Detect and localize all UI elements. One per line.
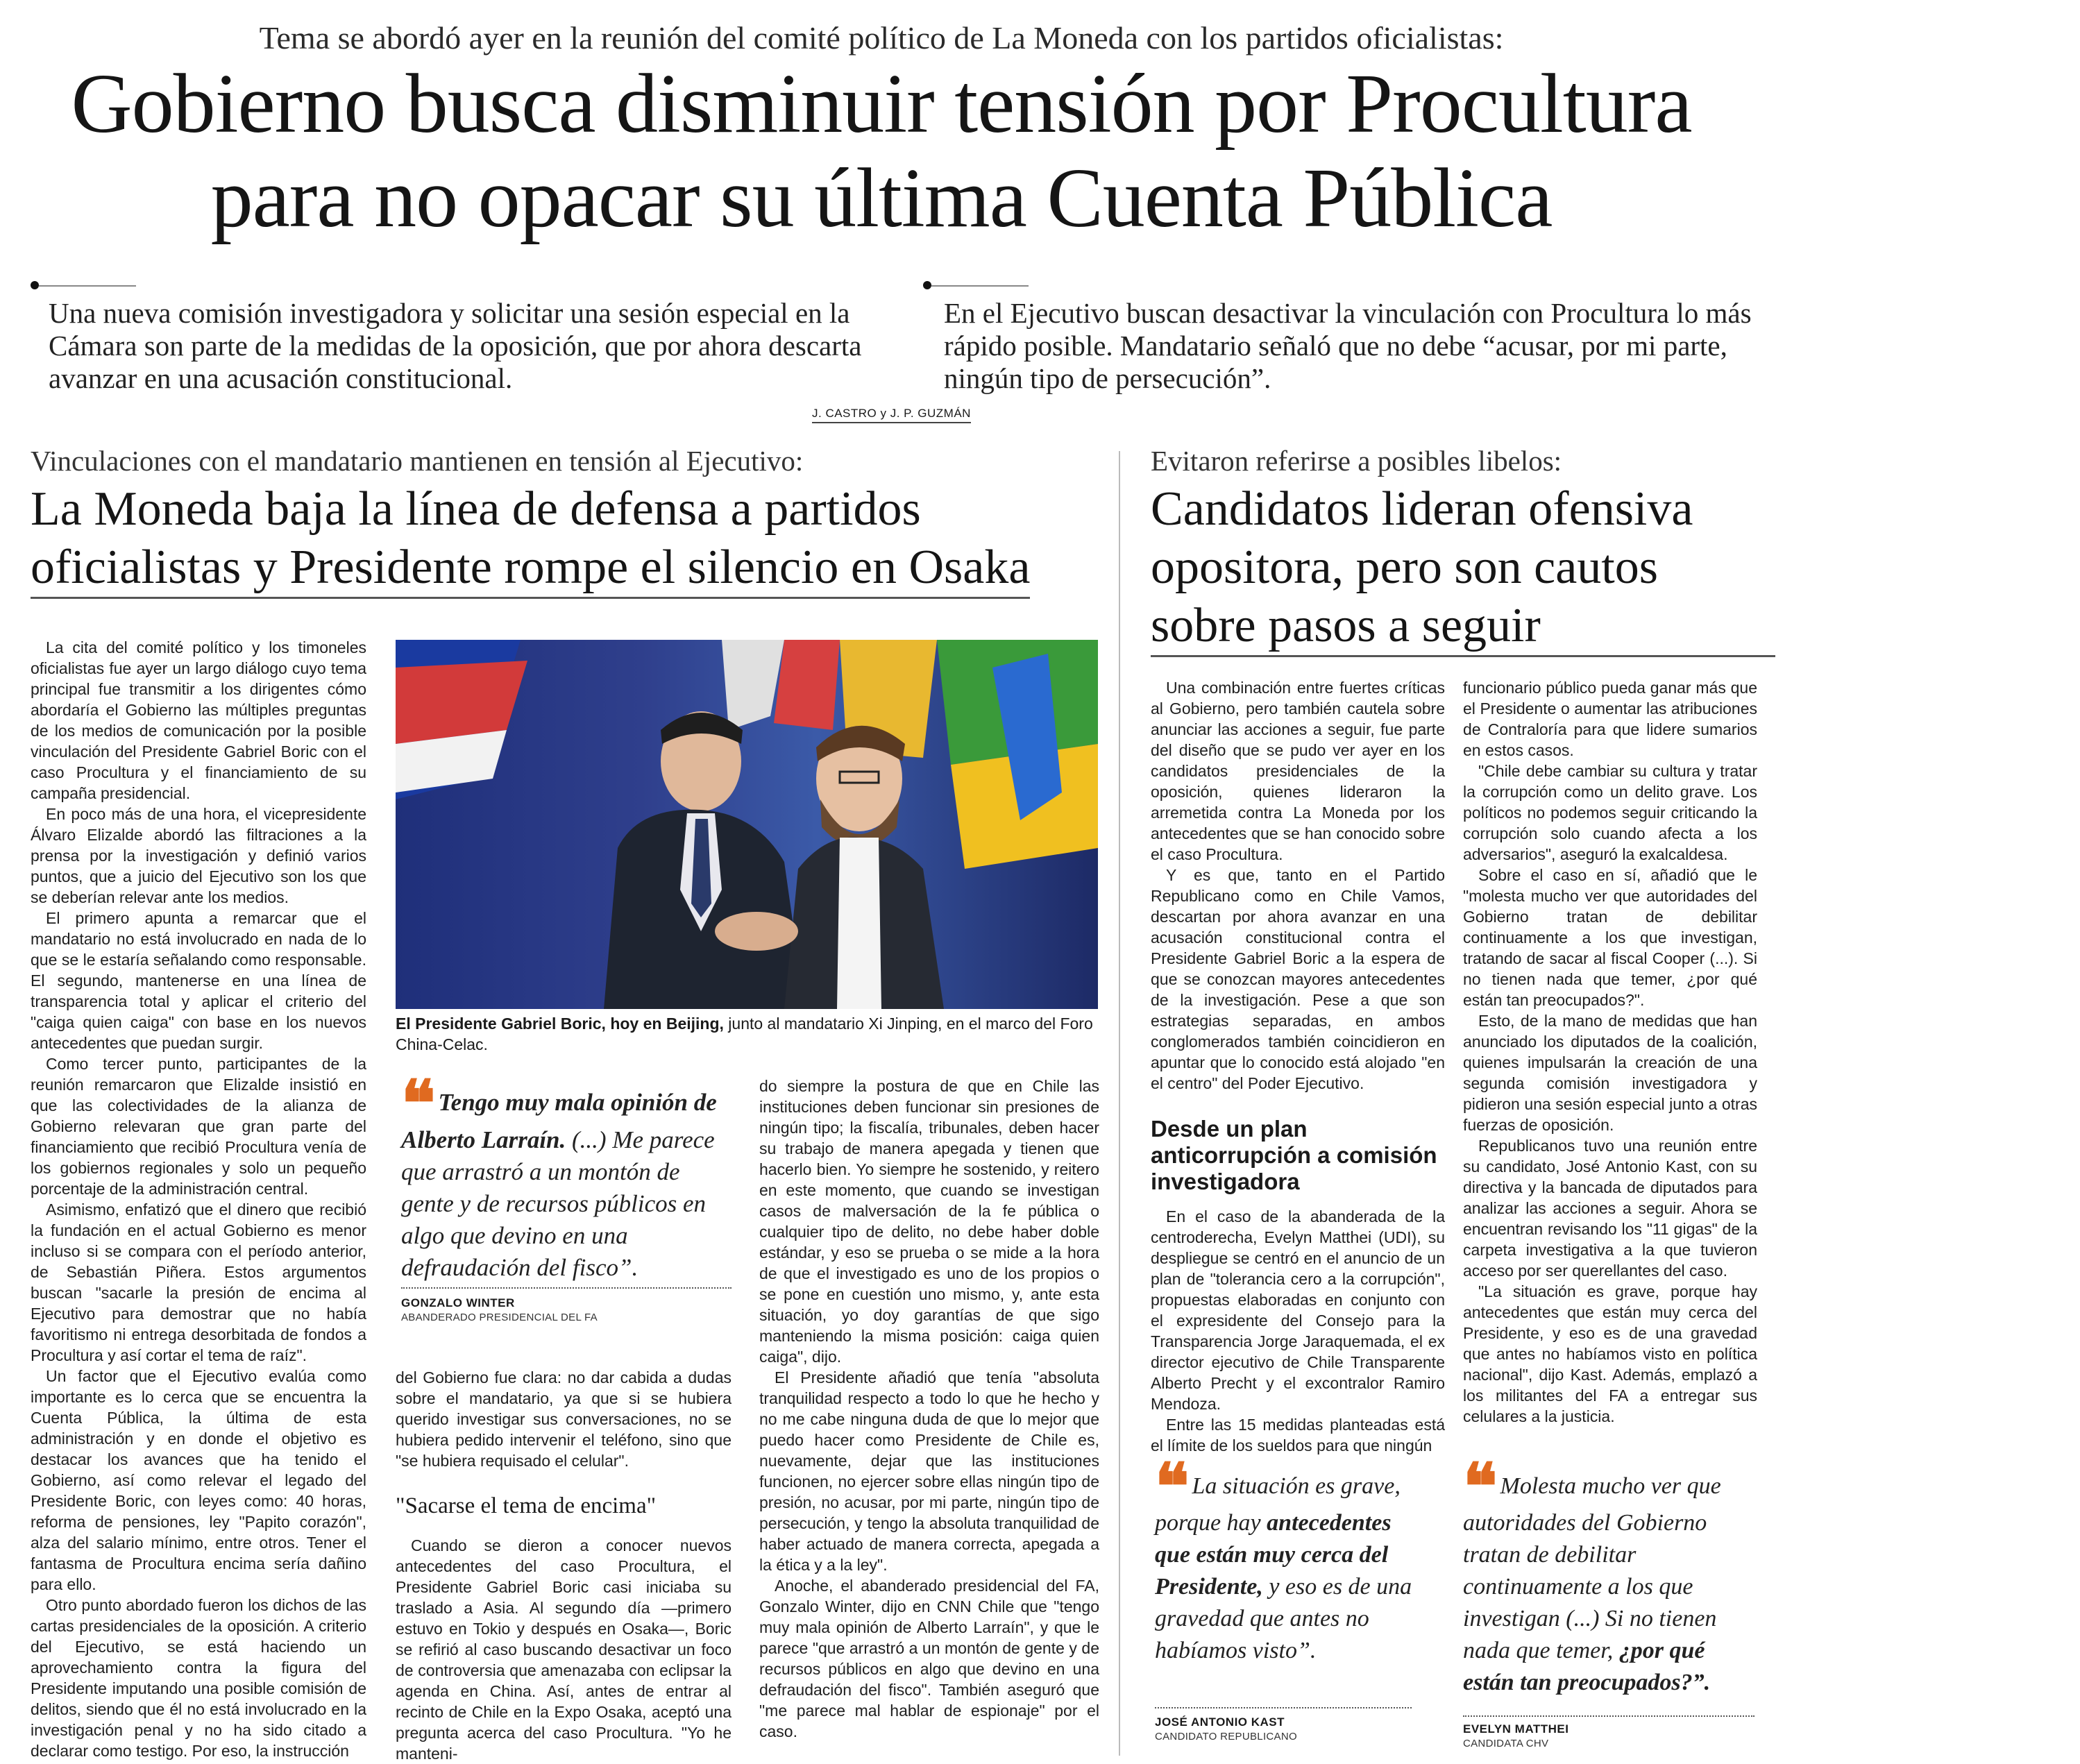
column-divider	[1119, 451, 1120, 1756]
quote-attribution-role: CANDIDATA CHV	[1463, 1738, 1549, 1749]
quote-text: (...) Me parece que arrastró a un montón de gente y de recursos públicos en algo que devino en una defraudación del fisco”.	[401, 1126, 715, 1281]
pull-quote-matthei	[1463, 1449, 1761, 1699]
kicker: Tema se abordó ayer en la reunión del comité político de La Moneda con los partidos oficialistas:	[259, 20, 1504, 56]
quote-attribution-role: ABANDERADO PRESIDENCIAL DEL FA	[401, 1312, 598, 1323]
left-title-line-1: La Moneda baja la línea de defensa a partidos	[31, 482, 921, 536]
paragraph: Como tercer punto, participantes de la reunión remarcaron que Elizalde insistió en que las colectividades de la alianza de Gobierno relevaran que gran parte del financiamiento que recibió Procultura venía de los gobiernos regionales y solo un pequeño porcentaje de la administración central.	[31, 1055, 366, 1198]
left-article-title	[31, 480, 1113, 599]
quote-rule	[401, 1287, 732, 1289]
quote-text: Molesta mucho ver que autoridades del Gobierno tratan de debilitar continuamente a los que investigan (...) Si no tienen nada que temer,	[1463, 1473, 1721, 1663]
quote-attribution-role: CANDIDATO REPUBLICANO	[1155, 1731, 1297, 1742]
paragraph: Anoche, el abanderado presidencial del FA, Gonzalo Winter, dijo en CNN Chile que "tengo muy mala opinión de Alberto Larraín", y que le parece "que arrastró a un montón de gente y de recursos públicos en algo que devino en una defraudación del fisco". También aseguró que "me parece mal hablar de espionaje" por el caso.	[759, 1577, 1099, 1740]
paragraph: Otro punto abordado fueron los dichos de las cartas presidenciales de la oposición. A criterio del Ejecutivo, se está haciendo un aprovechamiento contra la figura del Presidente imputando una posible comisión de delitos, siendo que él no está involucrado en la investigación penal y no ha sido citado a declarar como testigo. Por eso, la instrucción	[31, 1596, 366, 1760]
byline: J. CASTRO y J. P. GUZMÁN	[812, 407, 971, 423]
quote-text: La situación es grave, porque hay	[1155, 1473, 1401, 1536]
quote-mark-icon: ❝	[1463, 1449, 1498, 1524]
paragraph: funcionario público pueda ganar más que el Presidente o aumentar las atribuciones de Contraloría para que lidere sumarios en estos casos.	[1463, 679, 1757, 759]
left-article-kicker: Vinculaciones con el mandatario mantienen en tensión al Ejecutivo:	[31, 445, 804, 477]
right-title-line-1: Candidatos lideran ofensiva	[1151, 482, 1693, 536]
quote-text: y eso es de una gravedad que antes no habíamos visto”.	[1155, 1574, 1412, 1663]
paragraph: del Gobierno fue clara: no dar cabida a dudas sobre el mandatario, ya que si se hubiera querido investigar sus conversaciones, no se hubiera pedido intervenir el teléfono, sino que "se hubiera requisado el celular".	[396, 1368, 732, 1470]
paragraph: Asimismo, enfatizó que el dinero que recibió la fundación en el actual Gobierno es menor incluso si se compara con el período anterior, de Sebastián Piñera. Estos argumentos buscan "sacarle la presión de encima al Ejecutivo para demostrar que no había favoritismo ni entrega desorbitada de fondos a Procultura y así cortar el tema de raíz".	[31, 1201, 366, 1364]
quote-attribution-name: EVELYN MATTHEI	[1463, 1722, 1569, 1736]
photo-caption	[396, 1013, 1098, 1055]
right-title-line-2: opositora, pero son cautos	[1151, 541, 1658, 594]
quote-rule	[1463, 1715, 1755, 1717]
paragraph: Entre las 15 medidas planteadas está el límite de los sueldos para que ningún	[1151, 1416, 1445, 1455]
headline-line-1: Gobierno busca disminuir tensión por Procultura	[71, 57, 1692, 151]
deck-right: En el Ejecutivo buscan desactivar la vinculación con Procultura lo más rápido posible. Mandatario señaló que no debe “acusar, por mi parte, ningún tipo de persecución”.	[944, 297, 1752, 394]
paragraph: "La situación es grave, porque hay antecedentes que están muy cerca del Presidente, y eso es de una gravedad que antes no habíamos visto en política nacional", dijo Kast. Además, emplazó a los militantes del FA a entregar sus celulares a la justicia.	[1463, 1282, 1757, 1425]
paragraph: Cuando se dieron a conocer nuevos antecedentes del caso Procultura, el Presidente Gabriel Boric casi iniciaba su traslado a Asia. Al segundo día —primero estuvo en Tokio y después en Osaka—, Boric se refirió al caso buscando desactivar un foco de controversia que amenazaba con eclipsar la agenda en China. Así, antes de entrar al recinto de Chile en la Expo Osaka, aceptó una pregunta acerca del caso Procultura. "Yo he manteni-	[396, 1536, 732, 1763]
deck-rule	[39, 285, 136, 287]
quote-bold: ¿por qué están tan preocupados?”.	[1463, 1638, 1711, 1695]
quote-mark-icon: ❝	[401, 1066, 436, 1141]
quote-mark-icon: ❝	[1155, 1449, 1190, 1524]
bullet-dot	[31, 281, 39, 289]
right-subhead: Desde un plan anticorrupción a comisión investigadora	[1151, 1116, 1437, 1194]
right-column-2	[1463, 677, 1757, 1427]
left-title-line-2: oficialistas y Presidente rompe el silencio en Osaka	[31, 538, 1030, 599]
right-title-line-3: sobre pasos a seguir	[1151, 597, 1775, 657]
paragraph: El primero apunta a remarcar que el mandatario no está involucrado en nada de lo que se le estaría señalando como responsable. El segundo, mantenerse en una línea de transparencia total y aplicar el criterio del "caiga quien caiga" con base en los nuevos antecedentes que puedan surgir.	[31, 909, 366, 1052]
photo-illustration	[396, 640, 1098, 1009]
pull-quote-winter	[401, 1066, 734, 1284]
paragraph: En el caso de la abanderada de la centroderecha, Evelyn Matthei (UDI), su despliegue se centró en el anuncio de un plan de "tolerancia cero a la corrupción", propuestas elaboradas en conjunto con el expresidente del Consejo para la Transparencia Jorge Jaraquemada, el ex director ejecutivo de Chile Transparente Alberto Precht y el excontralor Ramiro Mendoza.	[1151, 1207, 1445, 1413]
right-column-1	[1151, 677, 1445, 1094]
quote-rule	[1155, 1707, 1412, 1708]
left-column-1	[31, 637, 366, 1761]
caption-text: junto al mandatario Xi Jinping, en el marco del Foro China-Celac.	[396, 1015, 1093, 1053]
paragraph: Sobre el caso en sí, añadió que le "molesta mucho ver que autoridades del Gobierno tratan de debilitar continuamente a los que investigan, tratando de sacar al fiscal Cooper (...). Si no tienen nada que temer, ¿por qué están tan preocupados?".	[1463, 866, 1757, 1009]
left-subhead: "Sacarse el tema de encima"	[396, 1493, 657, 1518]
pull-quote-kast	[1155, 1449, 1419, 1667]
left-column-2-continued	[396, 1535, 732, 1764]
quote-attribution-name: GONZALO WINTER	[401, 1296, 515, 1309]
headline	[0, 57, 1763, 246]
right-article-title	[1151, 480, 1775, 657]
caption-bold: El Presidente Gabriel Boric, hoy en Beijing,	[396, 1015, 724, 1033]
deck-left: Una nueva comisión investigadora y solicitar una sesión especial en la Cámara son parte de la medidas de la oposición, que por ahora descarta avanzar en una acusación constitucional.	[49, 297, 862, 394]
quote-bold: Tengo muy mala opinión de Alberto Larraín.	[401, 1089, 717, 1153]
quote-attribution-name: JOSÉ ANTONIO KAST	[1155, 1715, 1285, 1729]
right-column-1-continued	[1151, 1206, 1445, 1456]
quote-bold: antecedentes que están muy cerca del Presidente,	[1155, 1510, 1392, 1600]
paragraph: El Presidente añadió que tenía "absoluta tranquilidad respecto a todo lo que he hecho y no me cabe ninguna duda de que lo mejor que puedo hacer como Presidente de Chile es, nuevamente, dejar que las instituciones funcionen, no ejercer sobre ellas ningún tipo de presión, no acusar, por mi parte, ningún tipo de persecución, y tengo la absoluta tranquilidad de haber actuado de manera correcta, apegada a la ética y a la ley".	[759, 1368, 1099, 1574]
left-column-3	[759, 1076, 1099, 1742]
headline-line-2: para no opacar su última Cuenta Pública	[210, 151, 1553, 245]
paragraph: Un factor que el Ejecutivo evalúa como importante es lo cerca que se encuentra la Cuenta Pública, la última de esta administración y en donde el objetivo es destacar los avances que ha tenido el Gobierno, así como relevar el legado del Presidente Boric, con leyes como: 40 horas, reforma de pensiones, ley "Papito corazón", alza del salario mínimo, entre otros. Tener el fantasma de Procultura encima sería dañino para ello.	[31, 1367, 366, 1593]
bullet-dot	[923, 281, 931, 289]
right-article-kicker: Evitaron referirse a posibles libelos:	[1151, 445, 1562, 477]
paragraph: En poco más de una hora, el vicepresidente Álvaro Elizalde abordó las filtraciones a la prensa por la investigación y definió varios puntos, que a juicio del Ejecutivo son los que se deberían relevar ante los medios.	[31, 805, 366, 906]
paragraph: do siempre la postura de que en Chile las instituciones deben funcionar sin presiones de ningún tipo; la fiscalía, tribunales, deben hacer su trabajo de manera apegada y tienen que hacerlo bien. Yo siempre he sostenido, y reitero en este momento, que cuando se investigan casos de malversación de la fe pública o cualquier tipo de delito, no debe haber doble estándar, y eso se prueba o se mide a la hora de que el investigado es uno de los propios o se pone en cuestión uno mismo, y, ante esta situación, yo doy garantías de que sigo manteniendo la misma posición: caiga quien caiga", dijo.	[759, 1077, 1099, 1366]
paragraph: Republicanos tuvo una reunión entre su candidato, José Antonio Kast, con su directiva y la bancada de diputados para analizar las acciones a seguir. Ahora se encuentran revisando los "11 gigas" de la carpeta investigativa a la que tuvieron acceso por ser querellantes del caso.	[1463, 1137, 1757, 1280]
paragraph: La cita del comité político y los timoneles oficialistas fue ayer un largo diálogo cuyo tema principal fue transmitir a los dirigentes cómo abordaría el Gobierno las múltiples preguntas de los medios de comunicación por la posible vinculación del Presidente Gabriel Boric con el caso Procultura y el financiamiento de su campaña presidencial.	[31, 638, 366, 802]
paragraph: Una combinación entre fuertes críticas al Gobierno, pero también cautela sobre anunciar las acciones a seguir, fue parte del diseño que se pudo ver ayer en los candidatos presidenciales de la oposición, quienes lideraron la arremetida contra La Moneda por los antecedentes que se han conocido sobre el caso Procultura.	[1151, 679, 1445, 863]
paragraph: Y es que, tanto en el Partido Republicano como en Chile Vamos, descartan por ahora avanzar en una acusación constitucional contra el Presidente Gabriel Boric a la espera de que se conozcan mayores antecedentes de la investigación. Pese a que son estrategias separadas, en ambos conglomerados también coincidieron en apuntar que lo conocido está alojado "en el centro" del Poder Ejecutivo.	[1151, 866, 1445, 1092]
paragraph: "Chile debe cambiar su cultura y tratar la corrupción como un delito grave. Los políticos no podemos seguir criticando la corrupción solo cuando afecta a los adversarios", aseguró la exalcaldesa.	[1463, 762, 1757, 863]
paragraph: Esto, de la mano de medidas que han anunciado los diputados de la coalición, quienes impulsarán la creación de una segunda comisión investigadora y pidieron una sesión especial junto a otras fuerzas de oposición.	[1463, 1012, 1757, 1134]
news-photo	[396, 640, 1098, 1009]
deck-rule	[931, 285, 1029, 287]
left-column-2	[396, 1367, 732, 1471]
